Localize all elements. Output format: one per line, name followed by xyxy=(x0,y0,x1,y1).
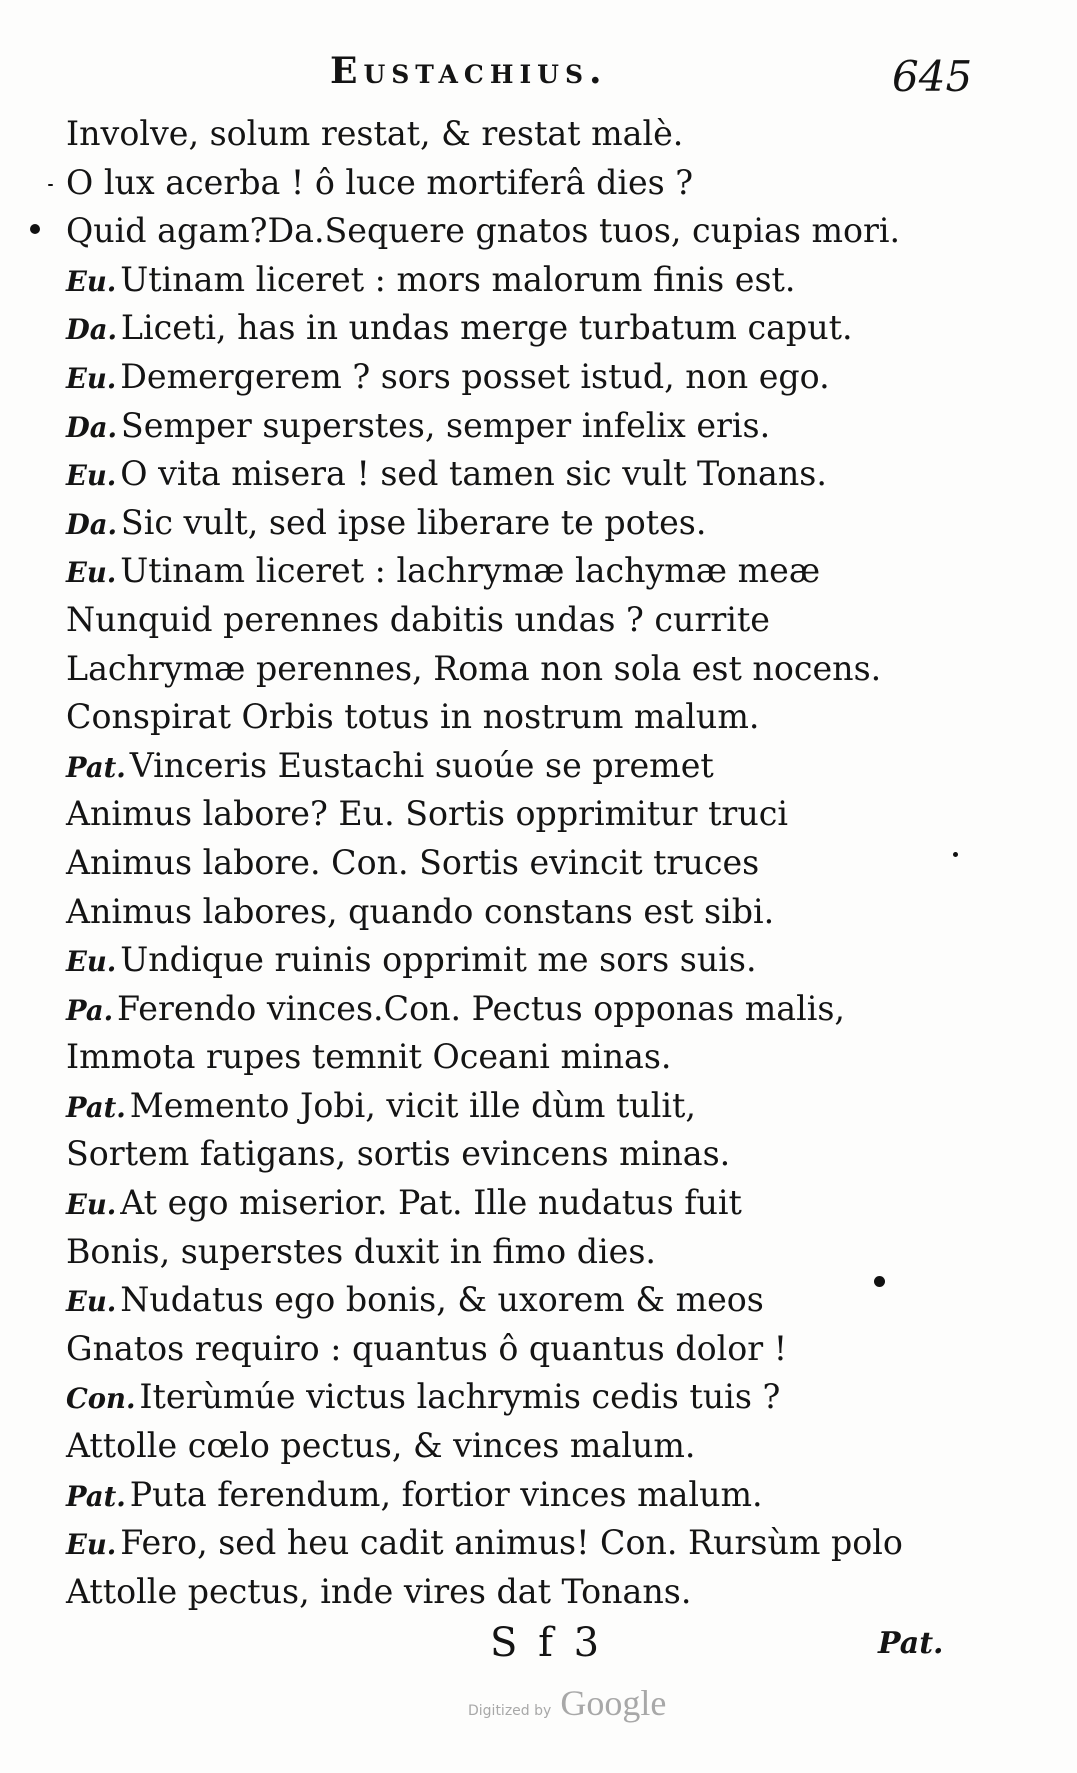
verse-line xyxy=(66,499,966,548)
verse-line xyxy=(66,985,966,1034)
verse-line xyxy=(66,1373,966,1422)
speaker-label: Eu. xyxy=(66,1528,117,1562)
line-text: Attolle pectus, inde vires dat Tonans. xyxy=(66,1571,692,1612)
line-text: Nudatus ego bonis, & uxorem & meos xyxy=(120,1280,764,1321)
line-text: Nunquid perennes dabitis undas ? currite xyxy=(66,599,770,640)
running-head: Eustachius. xyxy=(330,50,608,92)
verse-line xyxy=(66,645,966,694)
verse-line xyxy=(66,790,966,839)
speaker-label: Da. xyxy=(66,410,118,444)
line-text: Involve, solum restat, & restat malè. xyxy=(66,114,684,154)
speaker-label: Pa. xyxy=(66,993,114,1027)
catchword: Pat. xyxy=(878,1626,944,1661)
verse-line xyxy=(66,693,966,742)
verse-line xyxy=(66,1422,966,1471)
line-text: O lux acerba ! ô luce mortiferâ dies ? xyxy=(66,162,694,203)
speaker-label: Pat. xyxy=(66,1479,126,1513)
verse-line xyxy=(66,1130,966,1179)
verse-line xyxy=(66,353,966,402)
watermark-prefix: Digitized by xyxy=(468,1703,552,1719)
line-text: Lachrymæ perennes, Roma non sola est nocens. xyxy=(66,648,882,689)
verse-line xyxy=(66,1082,966,1131)
line-text: Undique ruinis opprimit me sors suis. xyxy=(120,940,757,981)
line-text: Semper superstes, semper infelix eris. xyxy=(120,405,771,446)
speaker-label: Pat. xyxy=(66,1090,126,1124)
line-text: Animus labore? Eu. Sortis opprimitur truci xyxy=(66,794,789,835)
verse-text xyxy=(66,110,986,1616)
speaker-label: Eu. xyxy=(66,1188,117,1222)
line-text: Animus labores, quando constans est sibi. xyxy=(66,891,775,932)
speaker-label: Eu. xyxy=(66,459,117,493)
line-text: At ego miserior. Pat. Ille nudatus fuit xyxy=(120,1183,742,1224)
verse-line xyxy=(66,256,966,305)
speaker-label: Eu. xyxy=(66,556,117,590)
speaker-label: Eu. xyxy=(66,1285,117,1319)
verse-line xyxy=(66,1568,966,1617)
verse-line xyxy=(66,839,966,888)
verse-line xyxy=(66,110,966,159)
line-text: Ferendo vinces.Con. Pectus opponas malis, xyxy=(117,988,845,1029)
speaker-label: Eu. xyxy=(66,945,117,979)
line-text: Memento Jobi, vicit ille dùm tulit, xyxy=(129,1085,696,1126)
verse-line xyxy=(66,1325,966,1374)
speaker-label: Pat. xyxy=(66,750,126,784)
line-text: Animus labore. Con. Sortis evincit truces xyxy=(66,842,760,883)
speaker-label: Da. xyxy=(66,507,118,541)
line-text: Fero, sed heu cadit animus! Con. Rursùm polo xyxy=(120,1523,903,1564)
speaker-label: Eu. xyxy=(66,361,117,395)
signature-mark: S f 3 xyxy=(490,1620,604,1666)
speaker-label: Eu. xyxy=(66,264,117,298)
line-text: O vita misera ! sed tamen sic vult Tonans. xyxy=(120,454,827,495)
verse-line xyxy=(66,1519,966,1568)
line-text: Sic vult, sed ipse liberare te potes. xyxy=(120,502,707,543)
page-number: 645 xyxy=(892,52,973,101)
verse-line xyxy=(66,596,966,645)
line-text: Quid agam?Da.Sequere gnatos tuos, cupias mori. xyxy=(66,211,901,252)
line-text: Utinam liceret : lachrymæ lachymæ meæ xyxy=(120,551,821,592)
line-text: Vinceris Eustachi suoúe se premet xyxy=(129,745,714,786)
page-footer xyxy=(0,1620,1077,1680)
verse-line xyxy=(66,1179,966,1228)
line-text: Iterùmúe victus lachrymis cedis tuis ? xyxy=(139,1377,781,1418)
verse-line xyxy=(66,888,966,937)
speaker-label: Con. xyxy=(66,1382,136,1416)
verse-line xyxy=(66,1033,966,1082)
line-text: Puta ferendum, fortior vinces malum. xyxy=(129,1474,763,1515)
verse-line xyxy=(66,159,966,208)
verse-line xyxy=(66,402,966,451)
verse-line xyxy=(66,304,966,353)
verse-line xyxy=(66,547,966,596)
line-text: Liceti, has in undas merge turbatum caput. xyxy=(120,308,853,349)
verse-line xyxy=(66,1471,966,1520)
line-text: Sortem fatigans, sortis evincens minas. xyxy=(66,1134,731,1175)
ink-speck xyxy=(30,224,40,234)
verse-line xyxy=(66,742,966,791)
ink-speck xyxy=(874,1276,885,1287)
line-text: Attolle cœlo pectus, & vinces malum. xyxy=(66,1426,696,1467)
verse-line xyxy=(66,450,966,499)
line-text: Gnatos requiro : quantus ô quantus dolor ! xyxy=(66,1328,788,1369)
ink-speck xyxy=(48,184,53,186)
speaker-label: Da. xyxy=(66,313,118,347)
verse-line xyxy=(66,936,966,985)
line-text: Bonis, superstes duxit in fimo dies. xyxy=(66,1231,656,1272)
ink-speck xyxy=(953,852,958,857)
verse-line xyxy=(66,1276,966,1325)
verse-line xyxy=(66,207,966,256)
google-logo: Google xyxy=(560,1683,667,1723)
digitization-watermark xyxy=(468,1682,666,1724)
line-text: Conspirat Orbis totus in nostrum malum. xyxy=(66,697,760,738)
line-text: Immota rupes temnit Oceani minas. xyxy=(66,1037,672,1078)
line-text: Demergerem ? sors posset istud, non ego. xyxy=(120,356,830,397)
line-text: Utinam liceret : mors malorum finis est. xyxy=(120,259,796,300)
verse-line xyxy=(66,1228,966,1277)
